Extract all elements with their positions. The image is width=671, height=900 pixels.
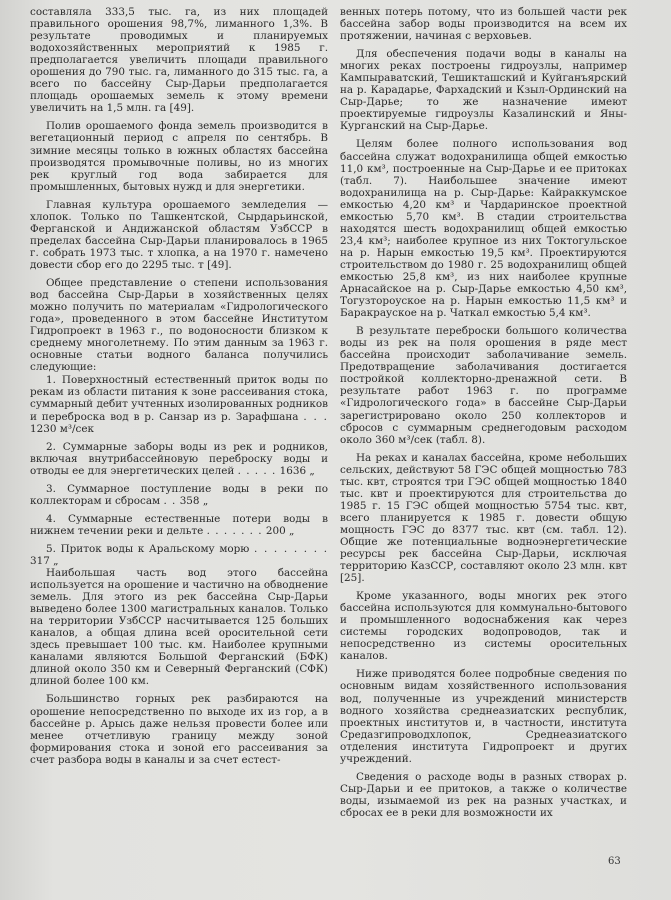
paragraph: Сведения о расходе воды в разных створах р. Сыр-Дарьи и ее притоков, а также о количестве воды, изымаемой из рек на разных участках, и сбросах ее в реки для возможности их xyxy=(340,770,627,819)
page-number: 63 xyxy=(608,856,621,867)
paragraph: Большинство горных рек разбираются на орошение непосредственно по выходе их из гор, а в бассейне р. Арысь даже нельзя провести более или менее отчетливую границу между зоной формирования стока и зоной его рассеивания за счет разбора воды в каналы и за счет естест- xyxy=(30,693,328,766)
list-item-text: 5. Приток воды к Аральскому морю xyxy=(46,542,250,555)
paragraph: В результате переброски большого количества воды из рек на поля орошения в ряде мест бассейна происходит заболачивание земель. Предотвращение заболачивания достигается постройкой коллекторно-дренажной сети. В результате работ 1963 г. по программе «Гидрологического года» в бассейне Сыр-Дарьи зарегистрировано около 250 коллекторов и сбросов с суммарным среднегодовым расходом около 360 м³/сек (табл. 8). xyxy=(340,325,627,446)
list-item xyxy=(30,513,328,537)
list-item xyxy=(30,543,328,567)
list-item-text: 2. Суммарные заборы воды из рек и родников, включая внутрибассейновую переброску воды и отводы ее для энергетических целей xyxy=(30,440,328,477)
leader-dots: . . . xyxy=(303,410,328,423)
paragraph: Полив орошаемого фонда земель производится в вегетационный период с апреля по сентябрь. В зимние месяцы только в южных областях бассейна производятся промывочные поливы, но из многих рек круглый год вода забирается для промышленных, бытовых нужд и для энергетики. xyxy=(30,120,328,193)
paragraph: Целям более полного использования вод бассейна служат водохранилища общей емкостью 11,0 км³, построенные на Сыр-Дарье и ее притоках (табл. 7). Наибольшее значение имеют водохранилища на р. Сыр-Дарье: Кайраккумское емкостью 4,20 км³ и Чардаринское проектной емкостью 5,70 км³. В стадии строительства находятся шесть водохранилищ общей емкостью 23,4 км³; наиболее крупное из них Токтогульское на р. Нарын емкостью 19,5 км³. Проектируются строительством до 1980 г. 25 водохранилищ общей емкостью 25,8 км³, из них наиболее крупные Арнасайское на р. Сыр-Дарье емкостью 4,50 км³, Тогузтороуское на р. Нарын емкостью 11,5 км³ и Баракрауское на р. Чаткал емкостью 5,4 км³. xyxy=(340,138,627,320)
water-balance-list xyxy=(30,374,328,567)
paragraph: На реках и каналах бассейна, кроме небольших сельских, действуют 58 ГЭС общей мощностью 783 тыс. квт, строятся три ГЭС общей мощностью 1840 тыс. квт и проектируются для строительства до 1985 г. 15 ГЭС общей мощностью 5754 тыс. квт, всего планируется к 1985 г. довести общую мощность ГЭС до 8377 тыс. квт (см. табл. 12). Общие же потенциальные водноэнергетические ресурсы рек бассейна Сыр-Дарьи, исключая территорию КазССР, составляют около 23 млн. квт [25]. xyxy=(340,451,627,585)
paragraph: Ниже приводятся более подробные сведения по основным видам хозяйственного использования вод, полученные из учреждений министерств водного хозяйства среднеазиатских республик, проектных институтов и, в частности, института Средазгипроводхлопок, Среднеазиатского отделения института Гидропроект и других учреждений. xyxy=(340,668,627,765)
paragraph: Кроме указанного, воды многих рек этого бассейна используются для коммунально-бытового и промышленного водоснабжения как через системы городских водопроводов, так и непосредственно из системы оросительных каналов. xyxy=(340,590,627,663)
paragraph: Для обеспечения подачи воды в каналы на многих реках построены гидроузлы, например Кампыраватский, Тешикташский и Куйганъярский на р. Карадарье, Фархадский и Кзыл-Ординский на Сыр-Дарье; то же назначение имеют проектируемые гидроузлы Казалинский и Яны-Курганский на Сыр-Дарье. xyxy=(340,48,627,133)
right-column xyxy=(340,6,627,819)
paragraph: Наибольшая часть вод этого бассейна используется на орошение и частично на обводнение земель. Для этого из рек бассейна Сыр-Дарьи выведено более 1300 магистральных каналов. Только на территории УзбССР насчитывается 125 больших каналов, а общая длина всей оросительной сети здесь превышает 100 тыс. км. Наиболее крупными каналами являются Большой Ферганский (БФК) длиной около 350 км и Северный Ферганский (СФК) длиной более 100 км. xyxy=(30,567,328,688)
list-item-value: 200 „ xyxy=(265,524,295,537)
list-item xyxy=(30,441,328,477)
left-column xyxy=(30,6,328,766)
list-item-text: 1. Поверхностный естественный приток воды по рекам из области питания к зоне рассеивания стока, суммарный дебит учтенных изолированных родников и переброска вод в р. Санзар из р. Зарафшана xyxy=(30,374,328,423)
list-item-value: 317 „ xyxy=(30,554,59,567)
list-item-text: 4. Суммарные естественные потери воды в нижнем течении реки и дельте xyxy=(30,512,328,537)
paragraph: составляла 333,5 тыс. га, из них площадей правильного орошения 98,7%, лиманного 1,3%. В результате проводимых и планируемых водохозяйственных мероприятий к 1985 г. предполагается увеличить площади правильного орошения до 790 тыс. га, лиманного до 315 тыс. га, а всего по бассейну Сыр-Дарьи предполагается площадь орошаемых земель к этому времени увеличить на 1,5 млн. га [49]. xyxy=(30,6,328,115)
list-item-value: 1636 „ xyxy=(279,464,315,477)
list-item xyxy=(30,483,328,507)
list-item-value: 1230 м³/сек xyxy=(30,422,94,435)
paragraph: венных потерь потому, что из большей части рек бассейна забор воды производится на всем их протяжении, начиная с верховьев. xyxy=(340,6,627,43)
leader-dots: . . . . . . . xyxy=(206,524,263,537)
leader-dots: . . xyxy=(163,494,177,507)
paragraph: Общее представление о степени использования вод бассейна Сыр-Дарьи в хозяйственных целях можно получить по материалам «Гидрологического года», проведенного в этом бассейне Институтом Гидропроект в 1963 г., по водоносности близком к среднему многолетнему. По этим данным за 1963 г. основные статьи водного баланса получились следующие: xyxy=(30,276,328,374)
paragraph: Главная культура орошаемого земледелия — хлопок. Только по Ташкентской, Сырдарьинской, Ферганской и Андижанской областям УзбССР в пределах бассейна Сыр-Дарьи планировалось в 1965 г. собрать 1973 тыс. т хлопка, а на 1970 г. намечено довести сбор его до 2295 тыс. т [49]. xyxy=(30,198,328,271)
list-item xyxy=(30,374,328,434)
leader-dots: . . . . . xyxy=(237,464,277,477)
list-item-value: 358 „ xyxy=(179,494,209,507)
leader-dots: . . . . . . . . xyxy=(254,542,328,555)
list-item-text: 3. Суммарное поступление воды в реки по коллекторам и сбросам xyxy=(30,482,328,507)
